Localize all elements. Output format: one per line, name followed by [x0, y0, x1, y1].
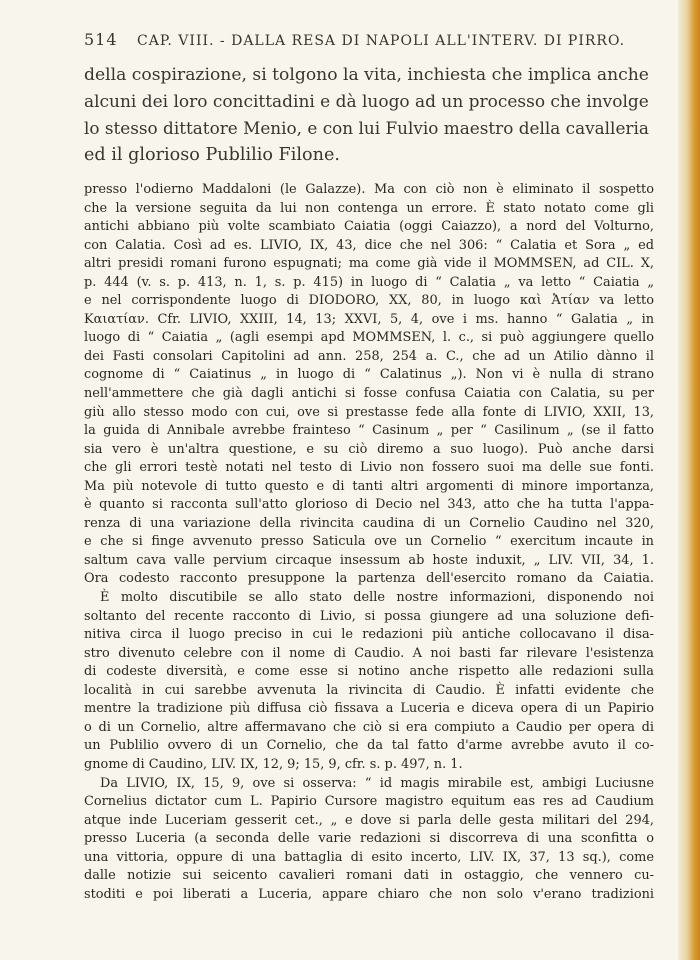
note-line: che la versione seguita da lui non contenga un errore. È stato notato come gli: [84, 200, 654, 216]
note-line: antichi abbiano più volte scambiato Caiatia (oggi Caiazzo), a nord del Volturno,: [84, 219, 654, 235]
note-line: È molto discutibile se allo stato delle nostre informazioni, disponendo noi: [100, 590, 654, 606]
main-text-line: alcuni dei loro concittadini e dà luogo ad un processo che involge: [84, 91, 649, 112]
note-line: nitiva circa il luogo preciso in cui le redazioni più antiche collocavano il disa-: [84, 627, 654, 643]
note-line: un Publilio ovvero di un Cornelio, che da tal fatto d'arme avrebbe avuto il co-: [84, 738, 654, 754]
note-line: mentre la tradizione più diffusa ciò fissava a Luceria e diceva opera di un Papirio: [84, 701, 654, 717]
note-line: sia vero è un'altra questione, e su ciò diremo a suo luogo). Può anche darsi: [84, 441, 654, 457]
note-line: e nel corrispondente luogo di DIODORO, XX, 80, in luogo καὶ Ἀτίαν va letto: [84, 293, 654, 309]
note-line: e che si finge avvenuto presso Saticula ove un Cornelio “ exercitum incaute in: [84, 534, 654, 550]
note-line: Καιατίαν. Cfr. LIVIO, XXIII, 14, 13; XXVI, 5, 4, ove i ms. hanno “ Galatia „ in: [84, 311, 654, 327]
page-number: 514: [84, 30, 118, 49]
note-line: località in cui sarebbe avvenuta la rivincita di Caudio. È infatti evidente che: [84, 682, 654, 698]
note-line: giù allo stesso modo con cui, ove si prestasse fede alla fonte di LIVIO, XXII, 13,: [84, 404, 654, 420]
note-line: luogo di “ Caiatia „ (agli esempi apd MOMMSEN, l. c., si può aggiungere quello: [84, 330, 654, 346]
note-line: renza di una variazione della rivincita caudina di un Cornelio Caudino nel 320,: [84, 515, 654, 531]
note-line: altri presidi romani furono espugnati; ma come già vide il MOMMSEN, ad CIL. X,: [84, 256, 654, 272]
note-line: che gli errori testè notati nel testo di Livio non fossero suoi ma delle sue fonti.: [84, 460, 654, 476]
note-line: cognome di “ Caiatinus „ in luogo di “ Calatinus „). Non vi è nulla di strano: [84, 367, 654, 383]
running-header: [84, 30, 654, 49]
running-title: CAP. VIII. - DALLA RESA DI NAPOLI ALL'INTERV. DI PIRRO.: [137, 33, 626, 49]
note-line: Ora codesto racconto presuppone la partenza dell'esercito romano da Caiatia.: [84, 571, 654, 587]
note-line: gnome di Caudino, LIV. IX, 12, 9; 15, 9, cfr. s. p. 497, n. 1.: [84, 756, 463, 772]
main-text-line: lo stesso dittatore Menio, e con lui Fulvio maestro della cavalleria: [84, 118, 649, 138]
note-line: la guida di Annibale avrebbe frainteso “ Casinum „ per “ Casilinum „ (se il fatto: [84, 423, 654, 439]
note-line: dalle notizie sui seicento cavalieri romani dati in ostaggio, che vennero cu-: [84, 868, 654, 884]
note-line: stoditi e poi liberati a Luceria, appare chiaro che non solo v'erano tradizioni: [84, 886, 654, 902]
note-line: Ma più notevole di tutto questo e di tanti altri argomenti di minore importanza,: [84, 478, 654, 494]
note-line: nell'ammettere che già dagli antichi si fosse confusa Caiatia con Calatia, su per: [84, 386, 654, 402]
note-line: presso l'odierno Maddaloni (le Galazze). Ma con ciò non è eliminato il sospetto: [84, 182, 654, 197]
note-line: Da LIVIO, IX, 15, 9, ove si osserva: “ id magis mirabile est, ambigi Luciusne: [100, 775, 654, 791]
note-line: Cornelius dictator cum L. Papirio Cursore magistro equitum eas res ad Caudium: [84, 794, 654, 810]
note-line: atque inde Luceriam gesserit cet., „ e dove si parla delle gesta militari del 294,: [84, 812, 654, 828]
note-line: con Calatia. Così ad es. LIVIO, IX, 43, dice che nel 306: “ Calatia et Sora „ ed: [84, 237, 654, 253]
footnote-block: [84, 181, 654, 904]
main-text-line: della cospirazione, si tolgono la vita, inchiesta che implica anche: [84, 65, 649, 85]
note-line: di codeste diversità, e come esse si notino anche rispetto alle redazioni sulla: [84, 664, 654, 680]
note-line: o di un Cornelio, altre affermavano che ciò si era compiuto a Caudio per opera di: [84, 719, 654, 735]
main-text: [84, 62, 652, 168]
note-line: stro divenuto celebre con il nome di Caudio. A noi basti far rilevare l'esistenza: [84, 645, 654, 661]
note-line: soltanto del recente racconto di Livio, si possa giungere ad una soluzione defi-: [84, 608, 654, 624]
main-text-line: ed il glorioso Publilio Filone.: [84, 144, 340, 165]
note-line: dei Fasti consolari Capitolini ad ann. 258, 254 a. C., che ad un Atilio dànno il: [84, 348, 654, 364]
note-line: saltum cava valle pervium circaque insessum ab hoste induxit, „ LIV. VII, 34, 1.: [84, 552, 654, 568]
note-line: una vittoria, oppure di una battaglia di esito incerto, LIV. IX, 37, 13 sq.), come: [84, 849, 654, 865]
note-line: presso Luceria (a seconda delle varie redazioni si discorreva di una sconfitta o: [84, 831, 654, 847]
page-edge: [678, 0, 700, 960]
note-line: p. 444 (v. s. p. 413, n. 1, s. p. 415) in luogo di “ Calatia „ va letto “ Caiatia „: [84, 274, 654, 290]
note-line: è quanto si racconta sull'atto glorioso di Decio nel 343, atto che ha tutta l'appa-: [84, 497, 654, 513]
